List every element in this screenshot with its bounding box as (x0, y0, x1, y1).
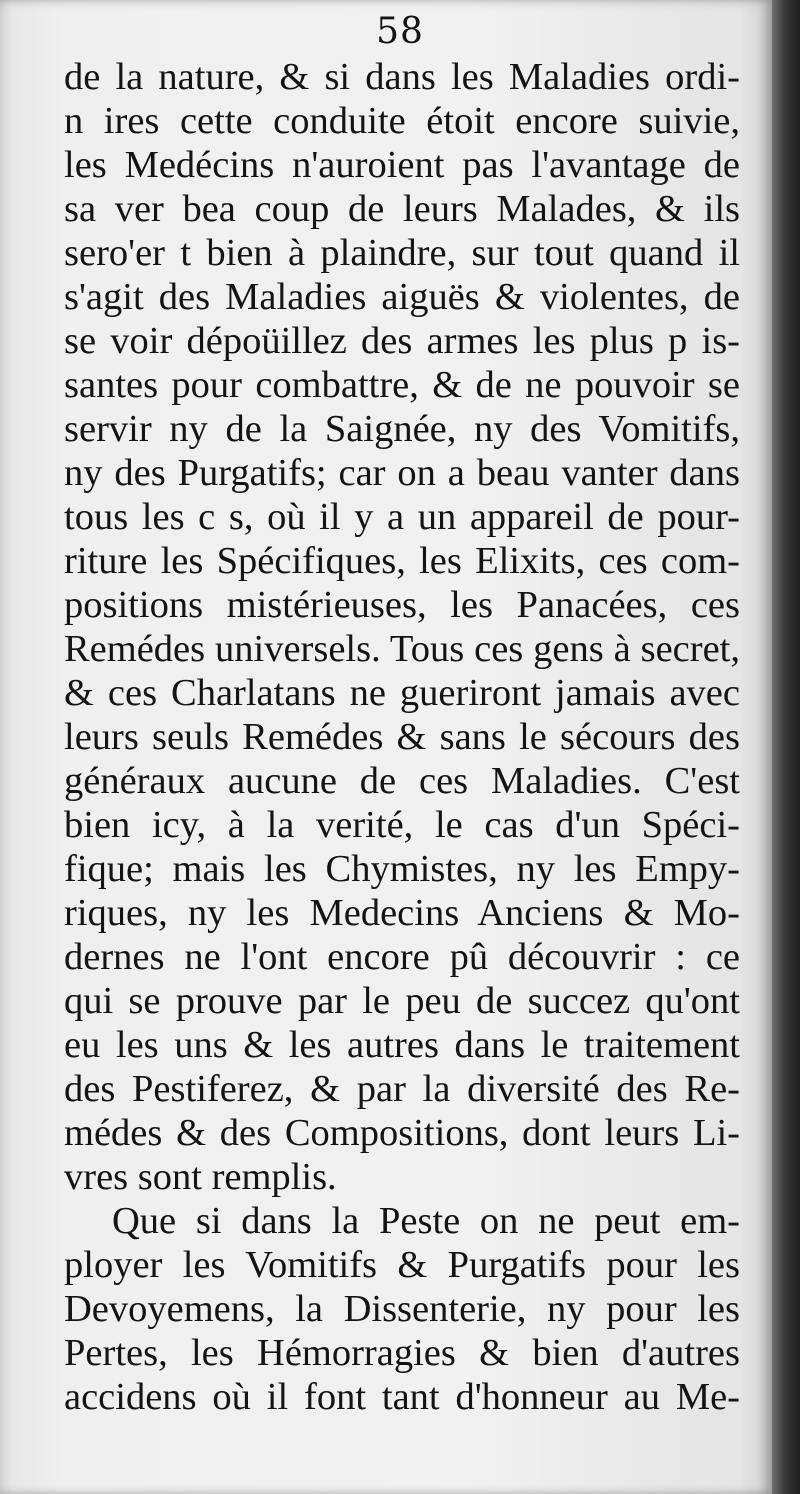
text-line: se voir dépoüillez des armes les plus p is- (64, 320, 740, 362)
text-line: vres sont remplis. (64, 1156, 337, 1198)
text-line: sero'er t bien à plaindre, sur tout quand il (64, 232, 740, 274)
text-line-paragraph-start: Que si dans la Peste on ne peut em- (112, 1200, 740, 1242)
text-line: eu les uns & les autres dans le traitement (64, 1024, 740, 1066)
text-line: & ces Charlatans ne gueriront jamais avec (64, 672, 740, 714)
text-line: médes & des Compositions, dont leurs Li- (64, 1112, 740, 1154)
text-line: bien icy, à la verité, le cas d'un Spéci- (64, 804, 740, 846)
text-line: tous les c s, où il y a un appareil de pour- (64, 496, 740, 538)
text-line: généraux aucune de ces Maladies. C'est (64, 760, 740, 802)
text-line: Pertes, les Hémorragies & bien d'autres (64, 1332, 740, 1374)
text-line: qui se prouve par le peu de succez qu'ont (64, 980, 740, 1022)
text-line: des Pestiferez, & par la diversité des Re- (64, 1068, 740, 1110)
text-line: de la nature, & si dans les Maladies ordi- (64, 56, 740, 98)
text-line: sa ver bea coup de leurs Malades, & ils (64, 188, 740, 230)
text-line: santes pour combattre, & de ne pouvoir se (64, 364, 740, 406)
text-line: riques, ny les Medecins Anciens & Mo- (64, 892, 740, 934)
text-line: accidens où il font tant d'honneur au Me- (64, 1376, 740, 1418)
text-line: riture les Spécifiques, les Elixits, ces com- (64, 540, 740, 582)
text-line: ployer les Vomitifs & Purgatifs pour les (64, 1244, 740, 1286)
text-line: les Medécins n'auroient pas l'avantage de (64, 144, 740, 186)
text-line: dernes ne l'ont encore pû découvrir : ce (64, 936, 740, 978)
text-line: s'agit des Maladies aiguës & violentes, de (64, 276, 740, 318)
text-line: fique; mais les Chymistes, ny les Empy- (64, 848, 740, 890)
body-text (64, 55, 740, 1419)
page-number: 58 (376, 11, 424, 52)
text-line: leurs seuls Remédes & sans le sécours des (64, 716, 740, 758)
text-line: Remédes universels. Tous ces gens à secret, (64, 628, 740, 670)
text-line: ny des Purgatifs; car on a beau vanter dans (64, 452, 740, 494)
text-line: positions mistérieuses, les Panacées, ces (64, 584, 740, 626)
text-line: servir ny de la Saignée, ny des Vomitifs, (64, 408, 740, 450)
book-spine-shadow (772, 0, 800, 1494)
text-line: n ires cette conduite étoit encore suivie, (64, 100, 740, 142)
text-line: Devoyemens, la Dissenterie, ny pour les (64, 1288, 740, 1330)
